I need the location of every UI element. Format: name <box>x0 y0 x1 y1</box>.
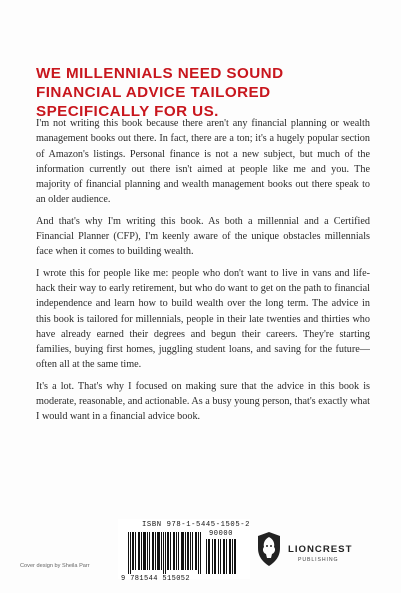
blurb-paragraph-1: I'm not writing this book because there aren't any financial planning or wealth management books out there. In fact, there are a ton; it's a hugely popular section of Amazon's listings. Personal finance is not a new subject, but much of the information currently out there isn't aimed at people like me and you. The majority of financial planning and wealth management books out there speak to an older audience. <box>36 118 370 206</box>
publisher-subtitle: PUBLISHING <box>298 557 339 563</box>
blurb-paragraph-2: And that's why I'm writing this book. As both a millennial and a Certified Financial Planner (CFP), I'm keenly aware of the unique obstacles millennials face when it comes to building wealth. <box>36 215 370 258</box>
blurb-body <box>36 116 370 431</box>
headline: WE MILLENNIALS NEED SOUND FINANCIAL ADVICE TAILORED SPECIFICALLY FOR US. <box>36 65 284 120</box>
publisher-name: LIONCREST <box>288 544 353 555</box>
price-code: 90000 <box>209 530 234 538</box>
isbn-label: ISBN 978-1-5445-1505-2 <box>142 521 251 529</box>
barcode-digits: 9 781544 515052 <box>121 575 191 583</box>
cover-credit: Cover design by Sheila Parr <box>20 563 90 569</box>
barcode-icon <box>128 532 202 574</box>
blurb-paragraph-4: It's a lot. That's why I focused on making sure that the advice in this book is moderate, reasonable, and actionable. As a busy young person, that's exactly what I would want in a financial advice book. <box>36 380 370 423</box>
publisher-logo <box>256 527 352 577</box>
blurb-paragraph-3: I wrote this for people like me: people who don't want to live in vans and life-hack their way to early retirement, but who do want to get on the path to financial independence and learn how to build wealth over the long term. The advice in this book is tailored for millennials, people in their late twenties and thirties who have already earned their degrees and begun their careers. They're starting families, buying first homes, juggling student loans, and saving for the future—often all at the same time. <box>36 267 370 371</box>
lion-crest-icon <box>256 531 282 567</box>
addon-barcode-icon <box>206 539 236 574</box>
